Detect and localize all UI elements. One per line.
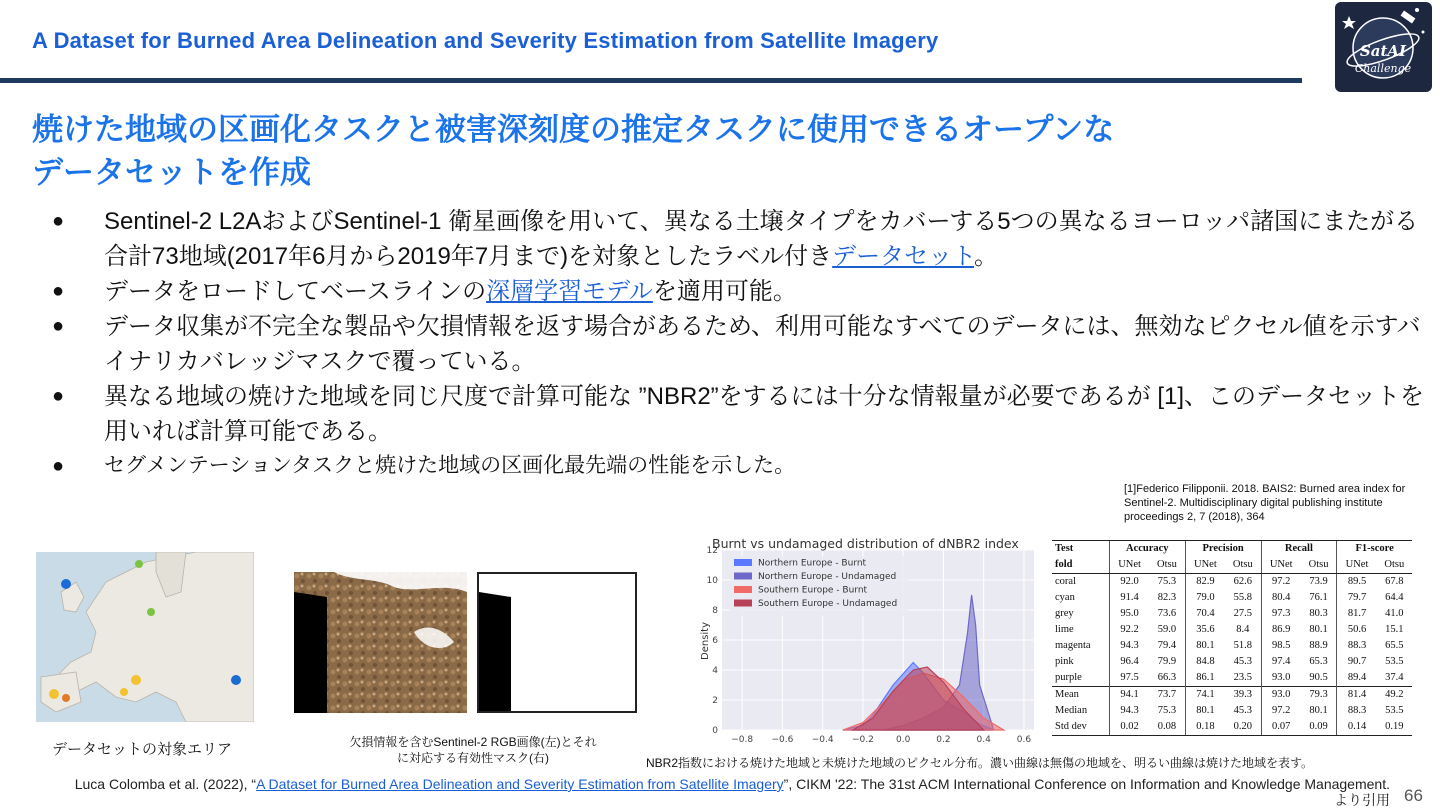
table-cell: 15.1 xyxy=(1385,624,1404,635)
bullet-dot-icon: ● xyxy=(52,315,65,337)
legend-swatch xyxy=(734,573,752,580)
table-cell: 67.8 xyxy=(1385,576,1404,587)
x-tick-label: 0.4 xyxy=(976,735,991,745)
table-cell: cyan xyxy=(1055,592,1075,603)
deep-learning-model-link[interactable]: 深層学習モデル xyxy=(486,278,653,305)
table-cell: 59.0 xyxy=(1157,624,1177,635)
legend-label: Northern Europe - Undamaged xyxy=(758,572,897,582)
table-cell: purple xyxy=(1055,672,1082,683)
chart-caption: NBR2指数における焼けた地域と未焼けた地域のピクセル分布。濃い曲線は無傷の地域を、明るい曲線は焼けた地域を表す。 xyxy=(646,756,1314,770)
table-cell: 45.3 xyxy=(1233,705,1252,716)
table-cell: 49.2 xyxy=(1377,687,1412,704)
table-cell: 53.5 xyxy=(1385,656,1404,667)
reference-footnote: [1]Federico Filipponii. 2018. BAIS2: Burned area index for Sentinel-2. Multidisciplinary digital publishing institute proceedings 2, 7 (2018), 364 xyxy=(1124,483,1406,523)
table-cell: 98.5 xyxy=(1261,638,1301,654)
table-subheader-cell: Otsu xyxy=(1149,557,1185,574)
legend-label: Southern Europe - Burnt xyxy=(758,585,868,596)
table-subheader-cell: fold xyxy=(1052,557,1109,574)
table-cell: Std dev xyxy=(1052,719,1109,736)
table-cell: 80.3 xyxy=(1309,608,1328,619)
table-cell: lime xyxy=(1055,624,1074,635)
table-cell: 92.2 xyxy=(1109,622,1149,638)
header-divider xyxy=(0,78,1302,83)
table-row xyxy=(1052,703,1412,719)
legend-label: Northern Europe - Burnt xyxy=(758,558,867,569)
table-cell: 80.1 xyxy=(1185,638,1225,654)
table-cell: 79.7 xyxy=(1337,590,1377,606)
table-subheader-cell: Otsu xyxy=(1301,557,1337,574)
table-header-cell: Accuracy xyxy=(1109,541,1185,558)
table-row xyxy=(1052,654,1412,670)
bullet-list xyxy=(46,204,1426,481)
table-cell: 82.9 xyxy=(1185,574,1225,591)
table-cell: 94.1 xyxy=(1109,687,1149,704)
table-cell: 86.9 xyxy=(1261,622,1301,638)
slide-title: A Dataset for Burned Area Delineation and Severity Estimation from Satellite Imagery xyxy=(32,28,939,53)
x-tick-label: −0.4 xyxy=(811,735,834,745)
x-tick-label: −0.6 xyxy=(771,735,794,745)
bullet-item-2: ● データをロードしてベースラインの深層学習モデルを適用可能。 xyxy=(46,274,1426,309)
table-cell: 95.0 xyxy=(1109,606,1149,622)
legend-swatch xyxy=(734,586,752,593)
table-cell: 93.0 xyxy=(1261,670,1301,687)
table-row xyxy=(1052,590,1412,606)
y-tick-label: 12 xyxy=(706,546,718,556)
table-header-cell: Recall xyxy=(1261,541,1337,558)
table-cell: 86.1 xyxy=(1185,670,1225,687)
table-cell: magenta xyxy=(1055,640,1091,651)
table-cell: 82.3 xyxy=(1157,592,1177,603)
bullet-item-1: ● Sentinel-2 L2AおよびSentinel-1 衛星画像を用いて、異なる土壌タイプをカバーする5つの異なるヨーロッパ諸国にまたがる合計73地域(2017年6月から2019年7月まで)を対象としたラベル付きデータセット。 xyxy=(46,204,1426,274)
table-cell: 0.20 xyxy=(1225,719,1261,736)
y-tick-label: 6 xyxy=(712,636,718,646)
table-cell: 79.3 xyxy=(1301,687,1337,704)
table-cell: 79.4 xyxy=(1157,640,1177,651)
svg-text:SatAI: SatAI xyxy=(1359,42,1407,60)
x-tick-label: 0.6 xyxy=(1016,735,1032,745)
bullet-item-3: ● データ収集が不完全な製品や欠損情報を返す場合があるため、利用可能なすべてのデータには、無効なピクセル値を示すバイナリカバレッジマスクで覆っている。 xyxy=(46,309,1426,379)
map-caption: データセットの対象エリア xyxy=(52,741,233,758)
headline xyxy=(32,108,1322,194)
table-cell: 65.5 xyxy=(1385,640,1404,651)
table-cell: 88.9 xyxy=(1309,640,1328,651)
table-subheader-cell: Otsu xyxy=(1377,557,1412,574)
table-row xyxy=(1052,574,1412,591)
chart-title: Burnt vs undamaged distribution of dNBR2 index xyxy=(712,536,1019,551)
table-subheader-cell: UNet xyxy=(1185,557,1225,574)
bullet-dot-icon: ● xyxy=(52,280,65,302)
table-header-cell: Precision xyxy=(1185,541,1261,558)
legend-swatch xyxy=(734,559,752,566)
table-cell: 74.1 xyxy=(1185,687,1225,704)
results-table xyxy=(1052,540,1412,736)
y-axis-label: Density xyxy=(700,621,711,660)
table-row xyxy=(1052,622,1412,638)
table-row xyxy=(1052,687,1412,704)
dnbr2-distribution-chart xyxy=(700,532,1042,750)
table-cell: 0.19 xyxy=(1377,719,1412,736)
table-cell: 0.08 xyxy=(1149,719,1185,736)
table-subheader-cell: UNet xyxy=(1109,557,1149,574)
headline-line-1: 焼けた地域の区画化タスクと被害深刻度の推定タスクに使用できるオープンな xyxy=(32,112,1115,147)
x-tick-label: 0.0 xyxy=(895,735,911,745)
bullet-item-4: ● 異なる地域の焼けた地域を同じ尺度で計算可能な ”NBR2”をするには十分な情報量が必要であるが [1]、このデータセットを用いれば計算可能である。 xyxy=(46,379,1426,449)
table-cell: 65.3 xyxy=(1309,656,1328,667)
table-cell: 73.6 xyxy=(1157,608,1177,619)
table-cell: 35.6 xyxy=(1185,622,1225,638)
svg-text:Challenge: Challenge xyxy=(1354,62,1412,75)
table-cell: 55.8 xyxy=(1233,592,1252,603)
headline-line-2: データセットを作成 xyxy=(32,155,311,190)
table-cell: 51.8 xyxy=(1233,640,1252,651)
legend-label: Southern Europe - Undamaged xyxy=(758,599,898,609)
table-cell: 93.0 xyxy=(1261,687,1301,704)
y-tick-label: 2 xyxy=(712,696,718,706)
chart-legend xyxy=(730,556,908,616)
table-cell: 92.0 xyxy=(1109,574,1149,591)
table-cell: 88.3 xyxy=(1337,703,1377,719)
table-subheader-cell: Otsu xyxy=(1225,557,1261,574)
table-cell: 90.5 xyxy=(1309,672,1328,683)
table-header-cell: Test xyxy=(1052,541,1109,558)
table-cell: 94.3 xyxy=(1109,703,1149,719)
table-cell: 53.5 xyxy=(1385,705,1404,716)
table-cell: 89.5 xyxy=(1337,574,1377,591)
table-cell: 96.4 xyxy=(1109,654,1149,670)
table-cell: 97.2 xyxy=(1261,574,1301,591)
table-cell: 88.3 xyxy=(1337,638,1377,654)
table-cell: 80.1 xyxy=(1309,624,1328,635)
table-cell: 75.3 xyxy=(1157,705,1177,716)
table-cell: 81.7 xyxy=(1337,606,1377,622)
table-cell: 73.9 xyxy=(1309,576,1328,587)
table-row xyxy=(1052,606,1412,622)
y-tick-label: 0 xyxy=(712,726,718,736)
citation: Luca Colomba et al. (2022), “A Dataset for Burned Area Delineation and Severity Estimation from Satellite Imagery”, CIKM '22: The 31st ACM International Conference on Information and Knowledge Management. より引用 xyxy=(74,776,1390,808)
dataset-link[interactable]: データセット xyxy=(832,243,974,270)
table-cell: 80.4 xyxy=(1261,590,1301,606)
table-cell: pink xyxy=(1055,656,1074,667)
table-cell: 76.1 xyxy=(1309,592,1328,603)
table-cell: 80.1 xyxy=(1185,703,1225,719)
table-cell: 0.09 xyxy=(1301,719,1337,736)
validity-mask-image xyxy=(477,572,637,713)
table-cell: 94.3 xyxy=(1109,638,1149,654)
bullet-dot-icon: ● xyxy=(52,385,65,407)
y-tick-label: 8 xyxy=(712,606,718,616)
table-subheader-cell: UNet xyxy=(1337,557,1377,574)
table-cell: 0.14 xyxy=(1337,719,1377,736)
table-row xyxy=(1052,670,1412,687)
table-cell: 79.0 xyxy=(1185,590,1225,606)
bullet-dot-icon: ● xyxy=(52,455,65,477)
table-cell: grey xyxy=(1055,608,1074,619)
y-tick-label: 4 xyxy=(712,666,718,676)
europe-map-image xyxy=(36,552,254,722)
table-cell: Median xyxy=(1055,705,1088,716)
table-cell: 0.18 xyxy=(1185,719,1225,736)
table-cell: 8.4 xyxy=(1236,624,1250,635)
table-cell: 27.5 xyxy=(1233,608,1252,619)
satai-logo xyxy=(1335,2,1432,92)
table-cell: 45.3 xyxy=(1233,656,1252,667)
x-tick-label: −0.8 xyxy=(731,735,754,745)
table-cell: 80.1 xyxy=(1309,705,1328,716)
table-cell: 97.3 xyxy=(1261,606,1301,622)
table-cell: 66.3 xyxy=(1157,672,1177,683)
table-cell: 37.4 xyxy=(1385,672,1404,683)
x-tick-label: 0.2 xyxy=(936,735,951,745)
table-cell: 0.07 xyxy=(1261,719,1301,736)
x-tick-label: −0.2 xyxy=(851,735,874,745)
table-cell: 84.8 xyxy=(1185,654,1225,670)
paper-link[interactable]: A Dataset for Burned Area Delineation and Severity Estimation from Satellite Imagery xyxy=(256,776,784,792)
table-cell: 81.4 xyxy=(1337,687,1377,704)
table-cell: 41.0 xyxy=(1385,608,1404,619)
table-cell: 97.5 xyxy=(1109,670,1149,687)
table-cell: 39.3 xyxy=(1225,687,1261,704)
table-cell: 62.6 xyxy=(1233,576,1252,587)
legend-swatch xyxy=(734,600,752,607)
table-cell: coral xyxy=(1055,576,1076,587)
table-cell: 70.4 xyxy=(1185,606,1225,622)
table-cell: 89.4 xyxy=(1337,670,1377,687)
bullet-dot-icon: ● xyxy=(52,210,65,232)
table-row xyxy=(1052,719,1412,736)
table-cell: 50.6 xyxy=(1337,622,1377,638)
table-cell: 97.2 xyxy=(1261,703,1301,719)
table-cell: 75.3 xyxy=(1157,576,1177,587)
table-cell: 91.4 xyxy=(1109,590,1149,606)
table-cell: 97.4 xyxy=(1261,654,1301,670)
table-cell: 73.7 xyxy=(1149,687,1185,704)
table-cell: Mean xyxy=(1052,687,1109,704)
table-cell: 23.5 xyxy=(1233,672,1252,683)
table-cell: 64.4 xyxy=(1385,592,1404,603)
bullet-item-5: ● セグメンテーションタスクと焼けた地域の区画化最先端の性能を示した。 xyxy=(46,451,1426,481)
rgb-mask-caption: 欠損情報を含むSentinel-2 RGB画像(左)とそれ に対応する有効性マスク(右) xyxy=(349,735,597,765)
table-cell: 90.7 xyxy=(1337,654,1377,670)
table-subheader-cell: UNet xyxy=(1261,557,1301,574)
table-header-cell: F1-score xyxy=(1337,541,1412,558)
sentinel2-rgb-image xyxy=(294,572,467,713)
y-tick-label: 10 xyxy=(706,576,718,586)
page-number: 66 xyxy=(1404,786,1423,805)
table-cell: 79.9 xyxy=(1157,656,1177,667)
table-cell: 0.02 xyxy=(1109,719,1149,736)
table-row xyxy=(1052,638,1412,654)
